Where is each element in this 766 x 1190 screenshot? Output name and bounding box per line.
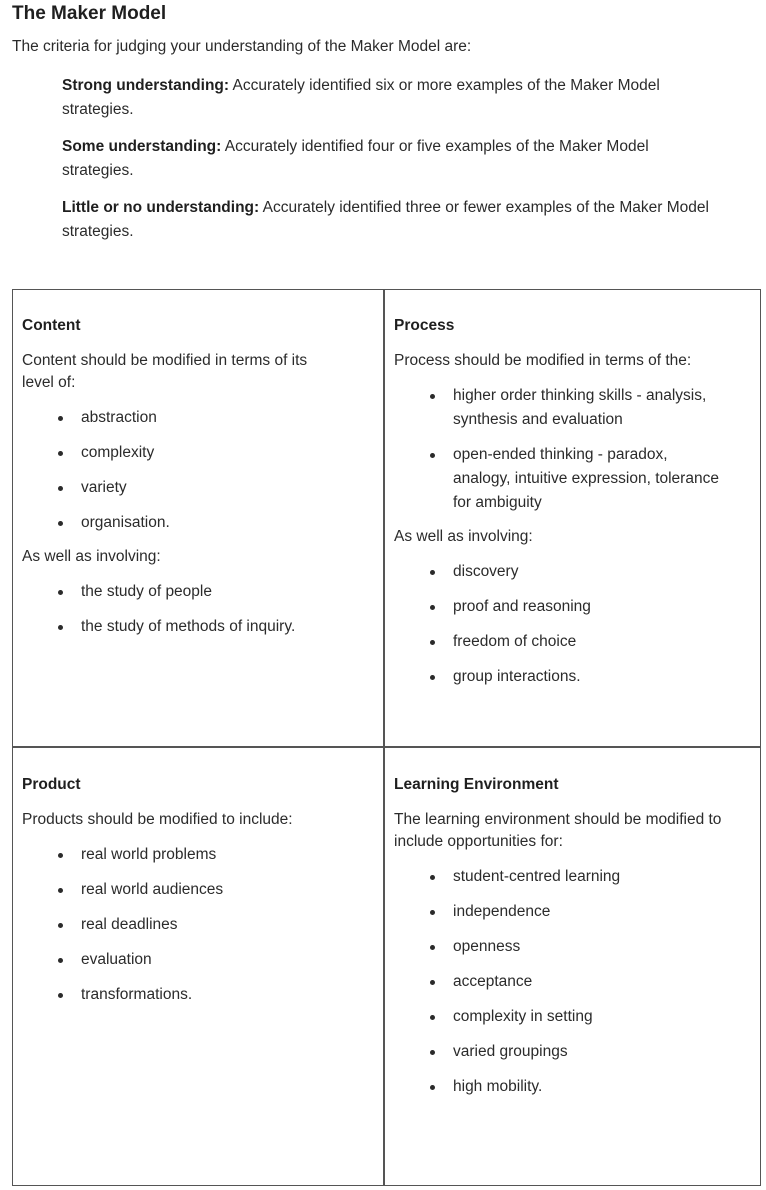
bullet-icon	[58, 451, 63, 456]
cell-intro: Products should be modified to include:	[22, 811, 293, 828]
list-item: abstraction	[22, 406, 377, 430]
bullet-icon	[430, 945, 435, 950]
criterion-some	[62, 135, 712, 183]
page-title: The Maker Model	[12, 3, 167, 24]
list-item: high mobility.	[394, 1075, 754, 1099]
content-cell	[13, 316, 383, 650]
criteria-list	[62, 74, 712, 257]
maker-model-table	[12, 289, 761, 1186]
list-item: student-centred learning	[394, 865, 754, 889]
bullet-list	[22, 843, 377, 1007]
list-item: proof and reasoning	[394, 595, 754, 619]
cell-heading: Content	[22, 317, 81, 334]
cell-intro: Process should be modified in terms of the:	[394, 352, 692, 369]
bullet-icon	[58, 625, 63, 630]
list-item: organisation.	[22, 511, 377, 535]
bullet-icon	[430, 675, 435, 680]
cell-heading: Product	[22, 776, 81, 793]
list-item: transformations.	[22, 983, 377, 1007]
bullet-icon	[430, 394, 435, 399]
bullet-icon	[58, 958, 63, 963]
list-item: group interactions.	[394, 665, 754, 689]
bullet-list	[394, 384, 754, 515]
list-item: the study of people	[22, 580, 377, 604]
list-item: discovery	[394, 560, 754, 584]
bullet-icon	[58, 923, 63, 928]
bullet-icon	[430, 910, 435, 915]
bullet-icon	[430, 980, 435, 985]
list-item: real world audiences	[22, 878, 377, 902]
bullet-icon	[430, 875, 435, 880]
intro-text: The criteria for judging your understanding of the Maker Model are:	[12, 38, 472, 55]
bullet-icon	[430, 453, 435, 458]
cell-intro: Content should be modified in terms of its level of:	[22, 352, 308, 391]
list-item: open-ended thinking - paradox, analogy, intuitive expression, tolerance for ambiguity	[394, 443, 754, 515]
bullet-icon	[430, 1050, 435, 1055]
bullet-icon	[58, 590, 63, 595]
bullet-icon	[430, 1015, 435, 1020]
list-item: evaluation	[22, 948, 377, 972]
bullet-icon	[430, 1085, 435, 1090]
bullet-icon	[58, 993, 63, 998]
learning-environment-cell	[385, 775, 760, 1110]
cell-also: As well as involving:	[22, 548, 161, 565]
bullet-list	[394, 865, 754, 1099]
list-item: variety	[22, 476, 377, 500]
list-item: complexity	[22, 441, 377, 465]
bullet-icon	[58, 853, 63, 858]
cell-heading: Process	[394, 317, 455, 334]
bullet-icon	[430, 570, 435, 575]
cell-also: As well as involving:	[394, 528, 533, 545]
criterion-text: Accurately identified three or fewer examples of the Maker Model strategies.	[62, 199, 709, 240]
criterion-little	[62, 196, 712, 244]
bullet-icon	[58, 521, 63, 526]
bullet-icon	[430, 640, 435, 645]
bullet-list	[22, 406, 377, 535]
process-cell	[385, 316, 760, 700]
product-cell	[13, 775, 383, 1018]
criterion-label: Strong understanding:	[62, 77, 230, 94]
bullet-list	[22, 580, 377, 639]
list-item: acceptance	[394, 970, 754, 994]
table-divider-horizontal	[13, 746, 760, 748]
cell-intro: The learning environment should be modified to include opportunities for:	[394, 811, 722, 850]
list-item: openness	[394, 935, 754, 959]
list-item: independence	[394, 900, 754, 924]
bullet-icon	[58, 416, 63, 421]
list-item: varied groupings	[394, 1040, 754, 1064]
bullet-icon	[430, 605, 435, 610]
criterion-strong	[62, 74, 712, 122]
list-item: freedom of choice	[394, 630, 754, 654]
criterion-text: Accurately identified six or more examples of the Maker Model strategies.	[62, 77, 660, 118]
list-item: the study of methods of inquiry.	[22, 615, 377, 639]
bullet-icon	[58, 486, 63, 491]
bullet-icon	[58, 888, 63, 893]
list-item: higher order thinking skills - analysis, synthesis and evaluation	[394, 384, 754, 432]
cell-heading: Learning Environment	[394, 776, 559, 793]
criterion-text: Accurately identified four or five examples of the Maker Model strategies.	[62, 138, 649, 179]
list-item: real world problems	[22, 843, 377, 867]
list-item: real deadlines	[22, 913, 377, 937]
bullet-list	[394, 560, 754, 689]
criterion-label: Some understanding:	[62, 138, 222, 155]
criterion-label: Little or no understanding:	[62, 199, 260, 216]
list-item: complexity in setting	[394, 1005, 754, 1029]
